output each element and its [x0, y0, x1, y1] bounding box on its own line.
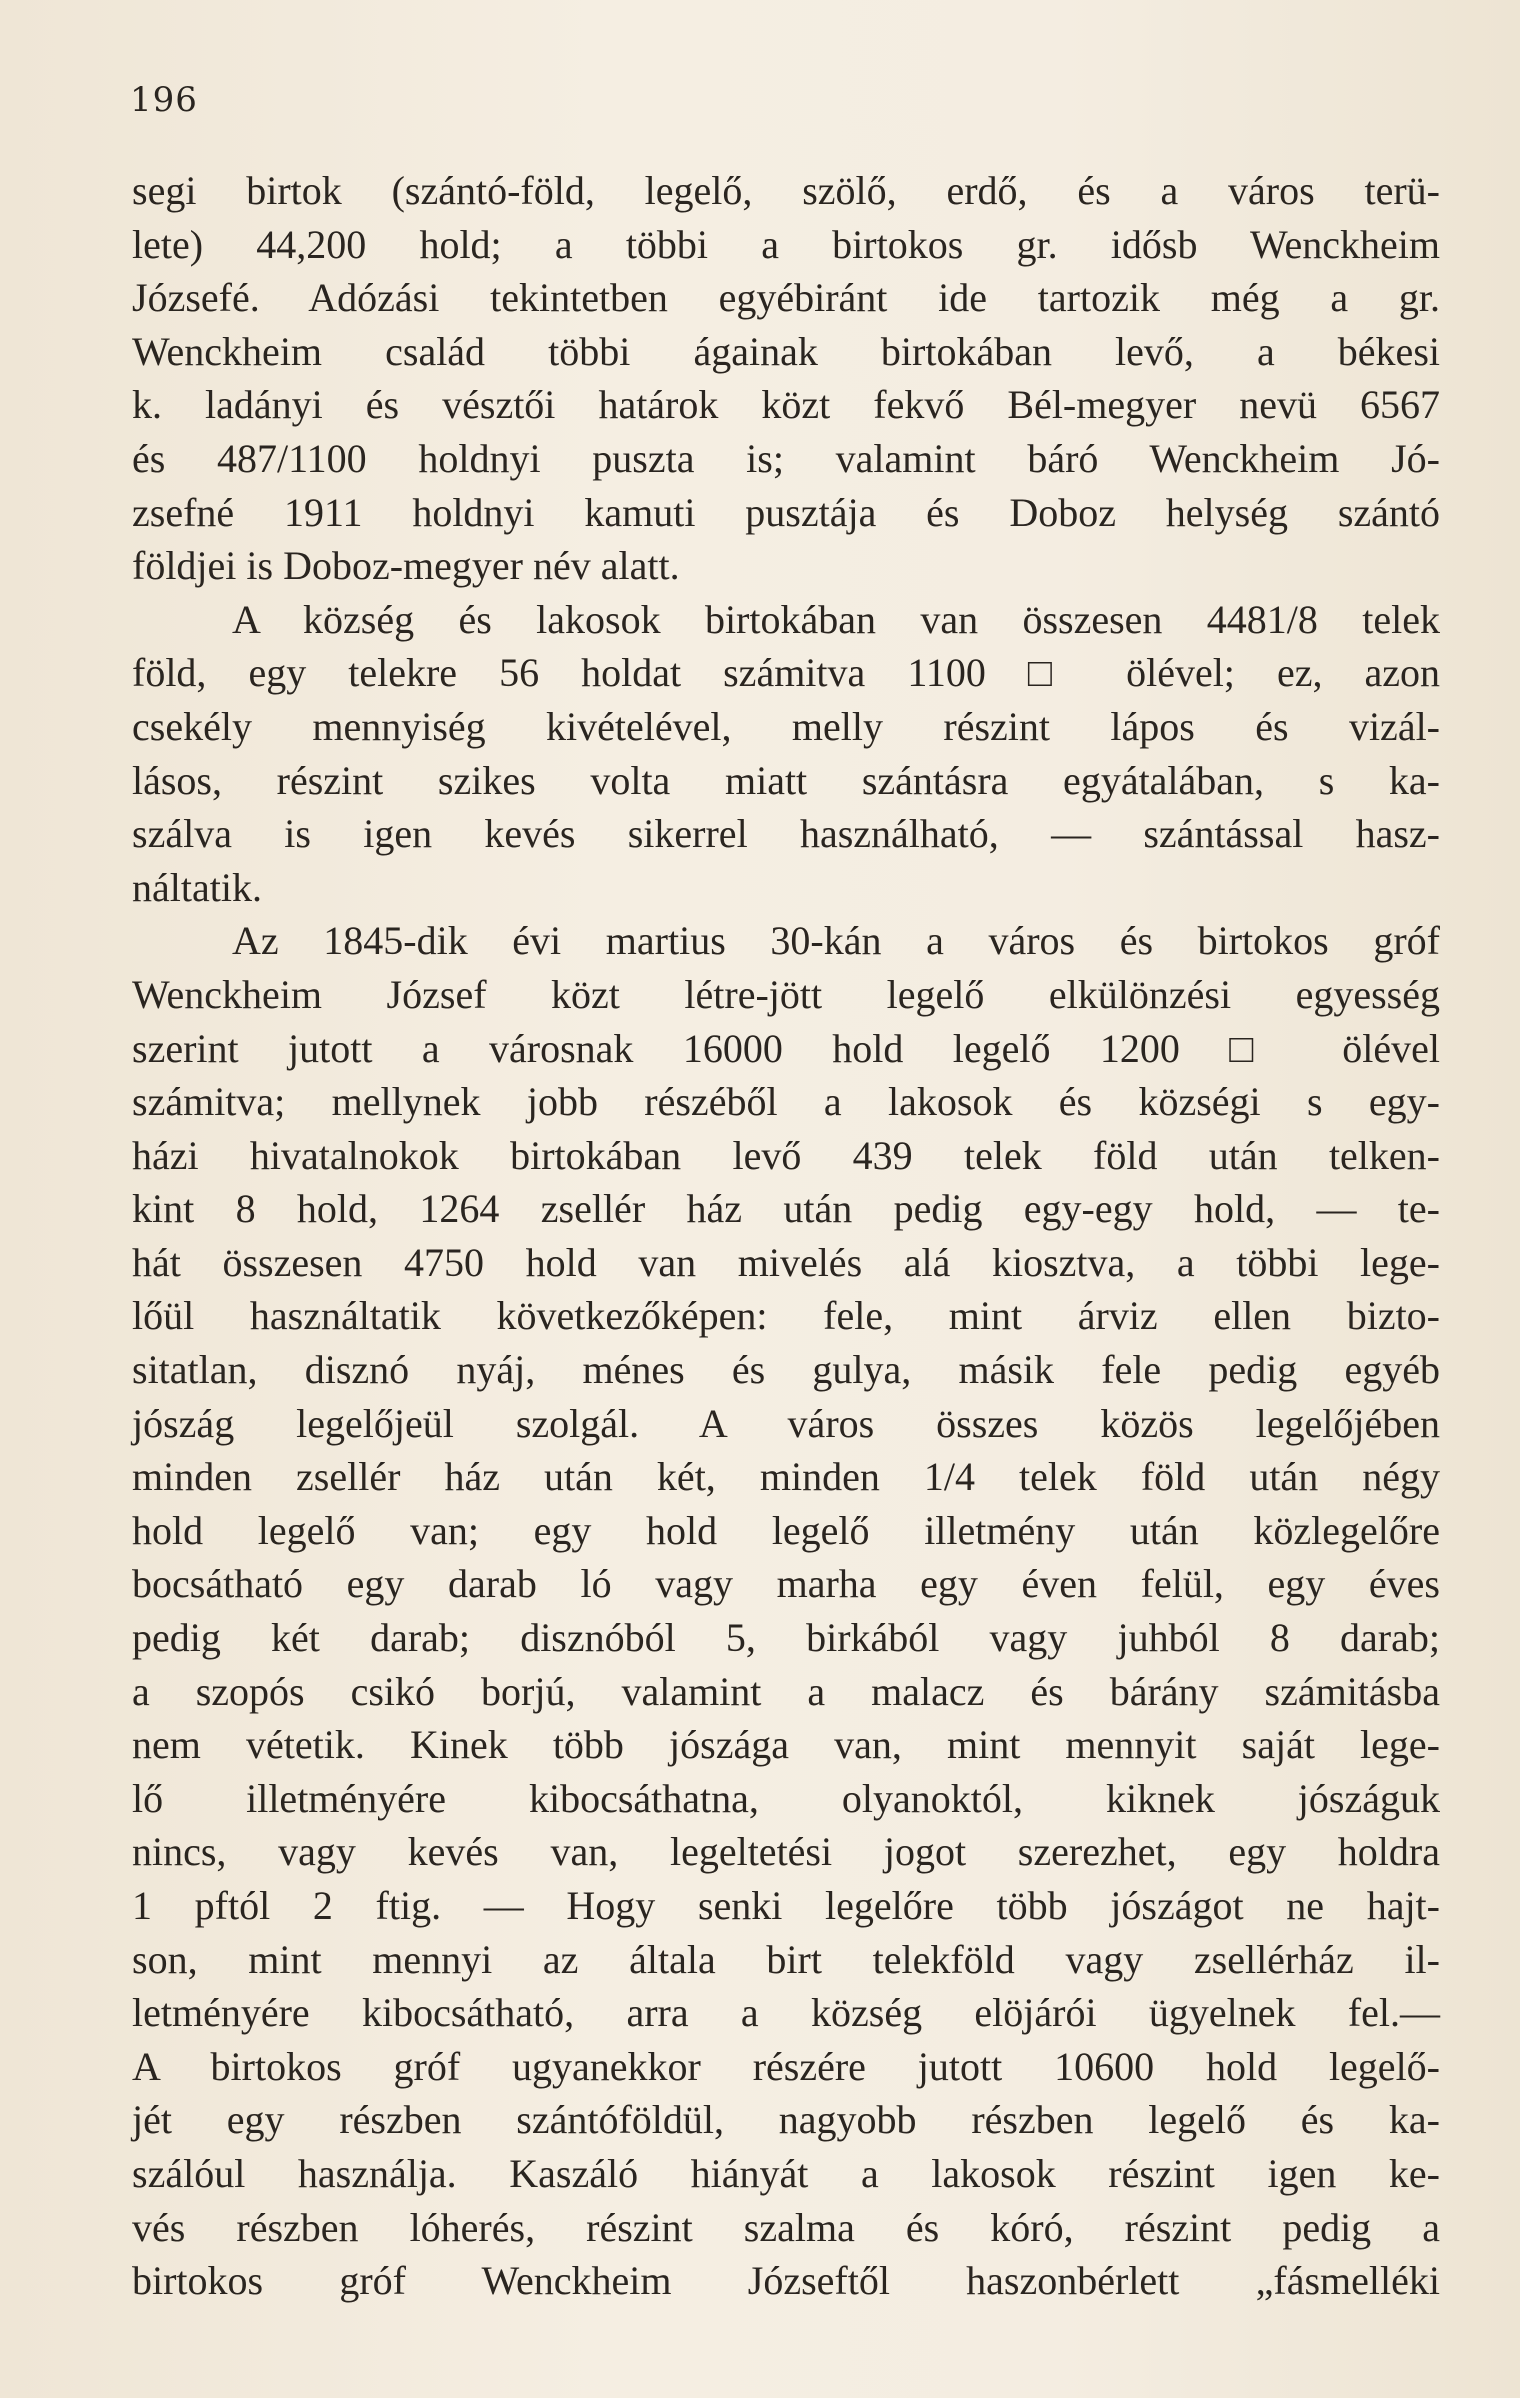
text-line: A birtokos gróf ugyanekkor részére jutott 10600 hold legelő-	[132, 2043, 1440, 2089]
text-line: nincs, vagy kevés van, legeltetési jogot szerezhet, egy holdra	[132, 1829, 1440, 1875]
text-line: Józsefé. Adózási tekintetben egyébiránt ide tartozik még a gr.	[132, 275, 1440, 321]
text-line: jószág legelőjeül szolgál. A város összes közös legelőjében	[132, 1400, 1440, 1446]
text-line: jét egy részben szántóföldül, nagyobb részben legelő és ka-	[132, 2097, 1440, 2143]
text-line: segi birtok (szántó-föld, legelő, szölő, erdő, és a város terü-	[132, 168, 1440, 213]
text-line: letményére kibocsátható, arra a község elöjárói ügyelnek fel.—	[132, 1990, 1440, 2036]
text-line: hold legelő van; egy hold legelő illetmény után közlegelőre	[132, 1507, 1440, 1553]
text-line: hát összesen 4750 hold van mivelés alá kiosztva, a többi lege-	[132, 1239, 1440, 1285]
text-line: és 487/1100 holdnyi puszta is; valamint báró Wenckheim Jó-	[132, 435, 1440, 481]
text-line: pedig két darab; disznóból 5, birkából vagy juhból 8 darab;	[132, 1615, 1440, 1661]
text-line: számitva; mellynek jobb részéből a lakosok és községi s egy-	[132, 1079, 1440, 1125]
text-line: szerint jutott a városnak 16000 hold legelő 1200 □ ölével	[132, 1025, 1440, 1071]
text-line: zsefné 1911 holdnyi kamuti pusztája és Doboz helység szántó	[132, 489, 1440, 535]
text-line: A község és lakosok birtokában van összesen 4481/8 telek	[232, 596, 1440, 642]
page-number: 196	[130, 80, 198, 120]
text-line: nem vétetik. Kinek több jószága van, mint mennyit saját lege-	[132, 1722, 1440, 1768]
text-line: son, mint mennyi az általa birt telekföld vagy zsellérház il-	[132, 1936, 1440, 1982]
text-line: vés részben lóherés, részint szalma és kóró, részint pedig a	[132, 2204, 1440, 2250]
text-line: 1 pftól 2 ftig. — Hogy senki legelőre több jószágot ne hajt-	[132, 1883, 1440, 1928]
text-line: k. ladányi és vésztői határok közt fekvő Bél-megyer nevü 6567	[132, 382, 1440, 428]
text-line: lete) 44,200 hold; a többi a birtokos gr. idősb Wenckheim	[132, 221, 1440, 267]
text-line: kint 8 hold, 1264 zsellér ház után pedig egy-egy hold, — te-	[132, 1186, 1440, 1232]
text-line: házi hivatalnokok birtokában levő 439 telek föld után telken-	[132, 1132, 1440, 1178]
text-line: Az 1845-dik évi martius 30-kán a város és birtokos gróf	[232, 918, 1440, 964]
body-text	[132, 164, 1440, 2308]
text-line: minden zsellér ház után két, minden 1/4 telek föld után négy	[132, 1454, 1440, 1500]
text-line: náltatik.	[132, 864, 262, 910]
text-line: Wenckheim József közt létre-jött legelő elkülönzési egyesség	[132, 971, 1440, 1017]
text-line: föld, egy telekre 56 holdat számitva 1100 □ ölével; ez, azon	[132, 650, 1440, 696]
text-line: lőül használtatik következőképen: fele, mint árviz ellen bizto-	[132, 1293, 1440, 1339]
text-line: a szopós csikó borjú, valamint a malacz és bárány számitásba	[132, 1668, 1440, 1714]
text-line: birtokos gróf Wenckheim Józseftől haszonbérlett „fásmelléki	[132, 2258, 1440, 2304]
text-line: szálóul használja. Kaszáló hiányát a lakosok részint igen ke-	[132, 2150, 1440, 2196]
text-line: lásos, részint szikes volta miatt szántásra egyátalában, s ka-	[132, 757, 1440, 803]
text-line: Wenckheim család többi ágainak birtokában levő, a békesi	[132, 328, 1440, 374]
text-line: lő illetményére kibocsáthatna, olyanoktól, kiknek jószáguk	[132, 1775, 1440, 1821]
text-line: sitatlan, disznó nyáj, ménes és gulya, másik fele pedig egyéb	[132, 1347, 1440, 1393]
text-line: bocsátható egy darab ló vagy marha egy éven felül, egy éves	[132, 1561, 1440, 1607]
text-line: szálva is igen kevés sikerrel használható, — szántással hasz-	[132, 811, 1440, 857]
text-line: földjei is Doboz-megyer név alatt.	[132, 543, 680, 589]
text-line: csekély mennyiség kivételével, melly részint lápos és vizál-	[132, 703, 1440, 749]
